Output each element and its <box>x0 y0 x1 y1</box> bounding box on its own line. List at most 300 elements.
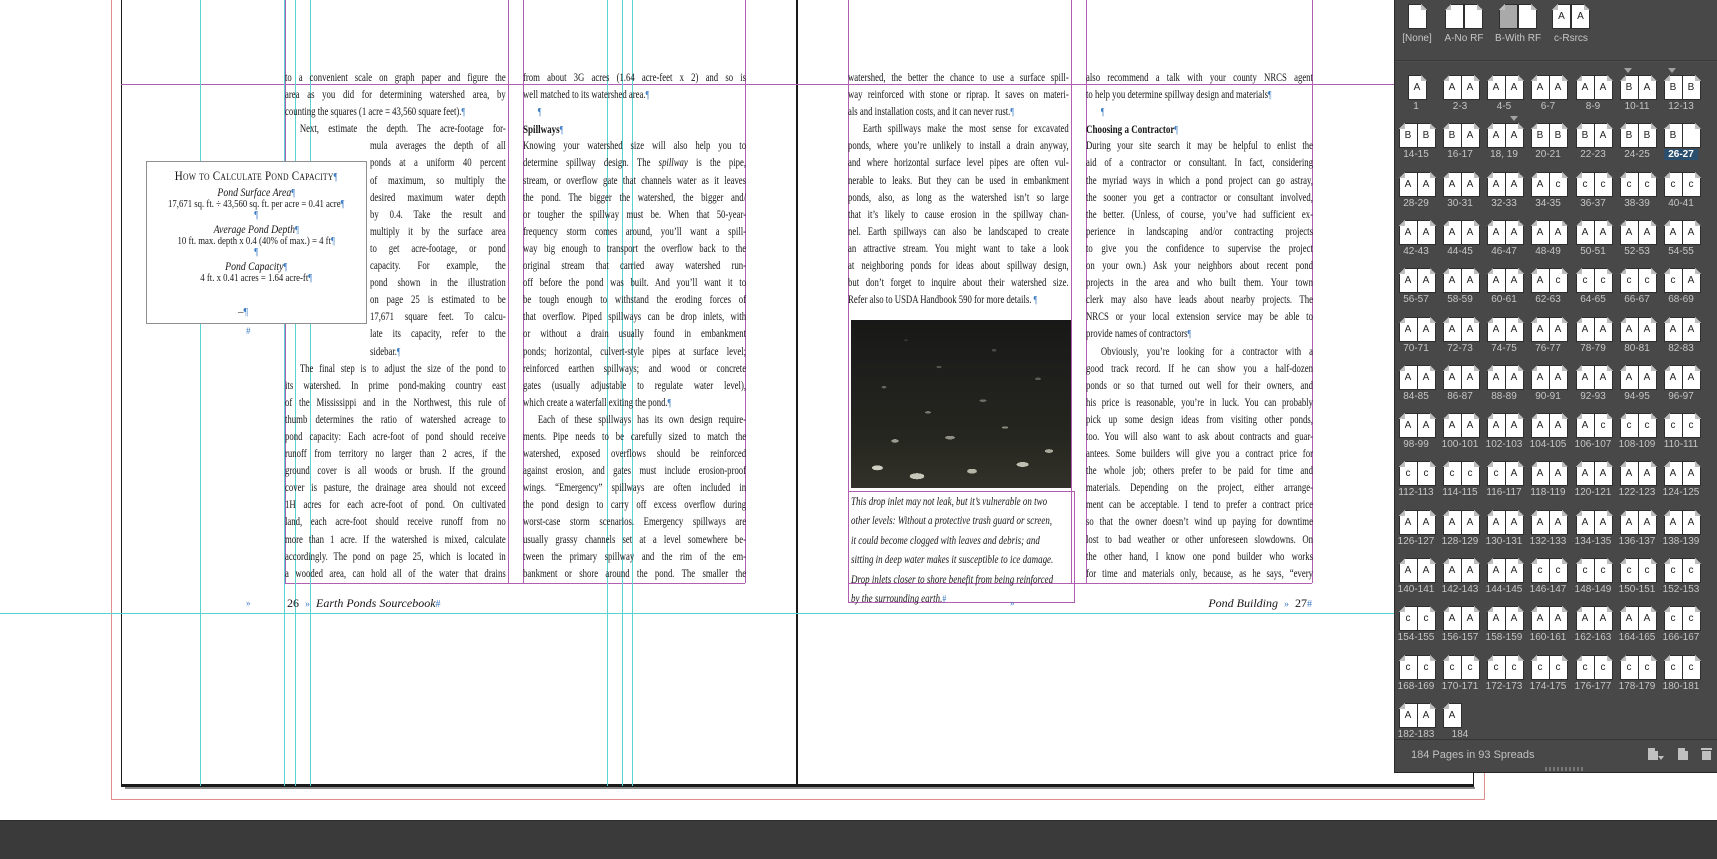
page-thumbnail[interactable]: A <box>1461 172 1480 197</box>
page-thumbnail[interactable]: c <box>1531 558 1550 583</box>
page-thumbnail[interactable]: A <box>1443 317 1462 342</box>
page-thumbnail[interactable]: A <box>1461 365 1480 390</box>
spread-label-26-27[interactable]: 26-27 <box>1664 149 1698 160</box>
spread-label-164-165[interactable]: 164-165 <box>1618 632 1656 644</box>
spread-label-1[interactable]: 1 <box>1413 101 1419 112</box>
spread-label-174-175[interactable]: 174-175 <box>1529 680 1567 692</box>
page-thumbnail[interactable]: A <box>1531 172 1550 197</box>
page-thumbnail[interactable]: A <box>1505 461 1524 486</box>
page-thumbnail[interactable]: c <box>1576 655 1595 680</box>
page-thumbnail[interactable]: A <box>1399 317 1418 342</box>
page-thumbnail[interactable]: c <box>1461 461 1480 486</box>
column-gap-l1-guide[interactable] <box>508 0 509 583</box>
page-thumbnail[interactable]: c <box>1664 172 1683 197</box>
spread-label-68-69[interactable]: 68-69 <box>1668 294 1694 306</box>
page-thumbnail[interactable] <box>1464 4 1483 29</box>
page-thumbnail[interactable]: c <box>1620 655 1639 680</box>
page-thumbnail[interactable]: A <box>1417 510 1436 535</box>
page-thumbnail[interactable]: A <box>1594 220 1613 245</box>
page-thumbnail[interactable]: A <box>1549 510 1568 535</box>
spread-label-138-139[interactable]: 138-139 <box>1662 535 1700 547</box>
page-thumbnail[interactable]: A <box>1399 268 1418 293</box>
page-thumbnail[interactable]: A <box>1505 268 1524 293</box>
spread-label-34-35[interactable]: 34-35 <box>1535 197 1561 209</box>
spread-label-124-125[interactable]: 124-125 <box>1662 487 1700 499</box>
spread-label-142-143[interactable]: 142-143 <box>1441 584 1479 595</box>
spread-label-172-173[interactable]: 172-173 <box>1485 680 1523 692</box>
spread-label-152-153[interactable]: 152-153 <box>1662 584 1700 595</box>
page-thumbnail[interactable]: A <box>1594 317 1613 342</box>
spread-label-82-83[interactable]: 82-83 <box>1668 342 1694 354</box>
spread-label-162-163[interactable]: 162-163 <box>1574 632 1612 644</box>
page-thumbnail[interactable]: c <box>1664 606 1683 631</box>
page-thumbnail[interactable]: A <box>1576 510 1595 535</box>
page-thumbnail[interactable]: c <box>1417 655 1436 680</box>
spread-label-32-33[interactable]: 32-33 <box>1491 197 1517 209</box>
page-thumbnail[interactable]: A <box>1549 75 1568 100</box>
spread-label-166-167[interactable]: 166-167 <box>1662 632 1700 644</box>
page-thumbnail[interactable]: A <box>1461 317 1480 342</box>
page-thumbnail[interactable]: c <box>1620 413 1639 438</box>
page-thumbnail[interactable]: A <box>1531 413 1550 438</box>
page-thumbnail[interactable]: c <box>1664 655 1683 680</box>
spread-label-108-109[interactable]: 108-109 <box>1618 439 1656 451</box>
photo-caption[interactable] <box>851 493 1071 609</box>
page-thumbnail[interactable]: A <box>1594 365 1613 390</box>
edit-page-size-icon[interactable] <box>1648 748 1658 760</box>
page-thumbnail[interactable]: B <box>1620 123 1639 148</box>
page-thumbnail[interactable]: A <box>1682 510 1701 535</box>
spread-label-98-99[interactable]: 98-99 <box>1403 439 1429 451</box>
page-thumbnail[interactable]: A <box>1682 317 1701 342</box>
page-thumbnail[interactable]: A <box>1443 558 1462 583</box>
page-thumbnail[interactable]: c <box>1638 558 1657 583</box>
page-thumbnail[interactable]: c <box>1664 268 1683 293</box>
page-thumbnail[interactable]: c <box>1620 558 1639 583</box>
page-thumbnail[interactable]: A <box>1505 558 1524 583</box>
page-thumbnail[interactable]: A <box>1417 220 1436 245</box>
spread-label-118-119[interactable]: 118-119 <box>1530 487 1566 499</box>
page-thumbnail[interactable]: A <box>1549 317 1568 342</box>
spread-label-46-47[interactable]: 46-47 <box>1491 245 1517 257</box>
spread-label-28-29[interactable]: 28-29 <box>1403 197 1429 209</box>
page-thumbnail[interactable]: c <box>1682 413 1701 438</box>
page-thumbnail[interactable]: A <box>1399 558 1418 583</box>
page-thumbnail[interactable]: A <box>1531 317 1550 342</box>
spread-label-78-79[interactable]: 78-79 <box>1580 342 1606 354</box>
spread-label-92-93[interactable]: 92-93 <box>1580 390 1606 402</box>
page-thumbnail[interactable]: A <box>1505 413 1524 438</box>
page-thumbnail[interactable]: A <box>1531 510 1550 535</box>
page-thumbnail[interactable]: A <box>1505 606 1524 631</box>
page-thumbnail[interactable]: c <box>1487 655 1506 680</box>
page-thumbnail[interactable]: B <box>1417 123 1436 148</box>
ruler-guide-footer-baseline[interactable] <box>0 613 1473 614</box>
master-page-item[interactable]: [None] <box>1402 33 1432 44</box>
spread-label-100-101[interactable]: 100-101 <box>1441 439 1479 451</box>
page-thumbnail[interactable]: A <box>1443 220 1462 245</box>
page-thumbnail[interactable]: A <box>1443 413 1462 438</box>
spread-label-180-181[interactable]: 180-181 <box>1662 680 1700 692</box>
spread-label-136-137[interactable]: 136-137 <box>1618 535 1656 547</box>
page-thumbnail[interactable]: c <box>1682 606 1701 631</box>
spread-label-70-71[interactable]: 70-71 <box>1403 342 1429 354</box>
spread-label-120-121[interactable]: 120-121 <box>1574 487 1612 499</box>
spread-label-102-103[interactable]: 102-103 <box>1485 439 1523 451</box>
spread-label-86-87[interactable]: 86-87 <box>1447 390 1473 402</box>
page-thumbnail[interactable]: A <box>1505 220 1524 245</box>
page-thumbnail[interactable]: c <box>1594 268 1613 293</box>
page-thumbnail[interactable]: B <box>1664 123 1683 148</box>
page-thumbnail[interactable]: c <box>1620 268 1639 293</box>
spread-label-12-13[interactable]: 12-13 <box>1668 101 1694 112</box>
page-thumbnail[interactable]: A <box>1487 606 1506 631</box>
spread-label-42-43[interactable]: 42-43 <box>1403 245 1429 257</box>
page-thumbnail[interactable]: A <box>1638 317 1657 342</box>
spread-label-126-127[interactable]: 126-127 <box>1397 535 1435 547</box>
page-thumbnail[interactable]: A <box>1576 413 1595 438</box>
spread-label-24-25[interactable]: 24-25 <box>1624 149 1650 161</box>
spread-label-40-41[interactable]: 40-41 <box>1668 197 1694 209</box>
page-thumbnail[interactable]: B <box>1531 123 1550 148</box>
page-thumbnail[interactable]: A <box>1549 220 1568 245</box>
page-thumbnail[interactable]: A <box>1620 317 1639 342</box>
page-thumbnail[interactable]: A <box>1461 220 1480 245</box>
page-thumbnail[interactable]: c <box>1594 655 1613 680</box>
spread-label-56-57[interactable]: 56-57 <box>1403 294 1429 306</box>
page-thumbnail[interactable]: A <box>1505 75 1524 100</box>
page-thumbnail[interactable]: c <box>1664 413 1683 438</box>
page-thumbnail[interactable]: A <box>1505 123 1524 148</box>
page-thumbnail[interactable]: A <box>1571 4 1590 29</box>
page-thumbnail[interactable]: A <box>1531 75 1550 100</box>
page-thumbnail[interactable]: A <box>1531 220 1550 245</box>
page-thumbnail[interactable]: A <box>1531 461 1550 486</box>
page-thumbnail[interactable]: A <box>1682 220 1701 245</box>
spread-label-114-115[interactable]: 114-115 <box>1442 487 1478 499</box>
page-thumbnail[interactable]: A <box>1487 365 1506 390</box>
page-thumbnail[interactable]: A <box>1487 268 1506 293</box>
spread-label-144-145[interactable]: 144-145 <box>1485 584 1523 595</box>
page-thumbnail[interactable]: c <box>1443 655 1462 680</box>
page-thumbnail[interactable]: B <box>1664 75 1683 100</box>
page-thumbnail[interactable]: A <box>1682 268 1701 293</box>
page-thumbnail[interactable]: c <box>1505 655 1524 680</box>
spread-label-110-111[interactable]: 110-111 <box>1663 439 1699 451</box>
spread-label-146-147[interactable]: 146-147 <box>1529 584 1567 595</box>
page-thumbnail[interactable]: c <box>1620 172 1639 197</box>
page-thumbnail[interactable]: c <box>1549 655 1568 680</box>
page-thumbnail[interactable]: A <box>1443 606 1462 631</box>
page-thumbnail[interactable]: A <box>1417 365 1436 390</box>
page-thumbnail[interactable]: A <box>1638 510 1657 535</box>
spread-label-116-117[interactable]: 116-117 <box>1486 487 1522 499</box>
page-thumbnail[interactable]: A <box>1664 510 1683 535</box>
page-thumbnail[interactable]: A <box>1552 4 1571 29</box>
page-thumbnail[interactable]: A <box>1417 413 1436 438</box>
pond-drop-inlet-photo[interactable] <box>851 320 1071 488</box>
page-thumbnail[interactable]: A <box>1620 510 1639 535</box>
page-thumbnail[interactable]: c <box>1664 558 1683 583</box>
delete-page-icon[interactable] <box>1701 748 1712 760</box>
spread-label-94-95[interactable]: 94-95 <box>1624 390 1650 402</box>
spread-label-148-149[interactable]: 148-149 <box>1574 584 1612 595</box>
frame-bottom-left-guide[interactable] <box>285 583 745 584</box>
page-thumbnail[interactable]: A <box>1399 703 1418 728</box>
spread-label-178-179[interactable]: 178-179 <box>1618 680 1656 692</box>
page-thumbnail[interactable]: c <box>1576 558 1595 583</box>
page-thumbnail[interactable]: A <box>1443 365 1462 390</box>
page-thumbnail[interactable]: A <box>1399 413 1418 438</box>
page-thumbnail[interactable]: A <box>1487 558 1506 583</box>
spread-label-44-45[interactable]: 44-45 <box>1447 245 1473 257</box>
spread-label-52-53[interactable]: 52-53 <box>1624 245 1650 257</box>
page-thumbnail[interactable]: A <box>1576 220 1595 245</box>
spread-label-72-73[interactable]: 72-73 <box>1447 342 1473 354</box>
spread-label-80-81[interactable]: 80-81 <box>1624 342 1650 354</box>
spread-label-60-61[interactable]: 60-61 <box>1491 294 1517 306</box>
bleed-guide-bottom[interactable] <box>111 799 1485 800</box>
page-thumbnail[interactable]: A <box>1638 606 1657 631</box>
page-thumbnail[interactable]: A <box>1576 365 1595 390</box>
spread-label-134-135[interactable]: 134-135 <box>1574 535 1612 547</box>
page-thumbnail[interactable]: A <box>1487 220 1506 245</box>
page-thumbnail[interactable]: A <box>1549 606 1568 631</box>
page-thumbnail[interactable]: A <box>1461 558 1480 583</box>
spread-label-96-97[interactable]: 96-97 <box>1668 390 1694 402</box>
spread-label-158-159[interactable]: 158-159 <box>1485 632 1523 644</box>
spread-label-156-157[interactable]: 156-157 <box>1441 632 1479 644</box>
page-thumbnail[interactable]: c <box>1638 268 1657 293</box>
page-thumbnail[interactable]: B <box>1549 123 1568 148</box>
spread-label-122-123[interactable]: 122-123 <box>1618 487 1656 499</box>
page-thumbnail[interactable]: A <box>1664 220 1683 245</box>
page-thumbnail[interactable]: A <box>1576 606 1595 631</box>
page-thumbnail[interactable]: A <box>1408 75 1427 100</box>
page-thumbnail[interactable]: A <box>1487 172 1506 197</box>
page-thumbnail[interactable]: A <box>1682 365 1701 390</box>
page-thumbnail[interactable]: B <box>1443 123 1462 148</box>
spread-label-90-91[interactable]: 90-91 <box>1535 390 1561 402</box>
page-thumbnail[interactable]: A <box>1487 75 1506 100</box>
spread-label-88-89[interactable]: 88-89 <box>1491 390 1517 402</box>
spread-label-14-15[interactable]: 14-15 <box>1403 149 1429 161</box>
spread-label-154-155[interactable]: 154-155 <box>1397 632 1435 644</box>
page-thumbnail[interactable]: c <box>1682 558 1701 583</box>
page-thumbnail[interactable]: A <box>1664 365 1683 390</box>
page-thumbnail[interactable]: A <box>1576 461 1595 486</box>
spread-label-84-85[interactable]: 84-85 <box>1403 390 1429 402</box>
page-thumbnail[interactable]: c <box>1682 655 1701 680</box>
page-thumbnail[interactable]: A <box>1664 317 1683 342</box>
page-thumbnail[interactable]: A <box>1620 220 1639 245</box>
spread-label-16-17[interactable]: 16-17 <box>1447 149 1473 161</box>
page-thumbnail[interactable]: A <box>1487 123 1506 148</box>
spread-label-128-129[interactable]: 128-129 <box>1441 535 1479 547</box>
page-thumbnail[interactable]: B <box>1638 123 1657 148</box>
page-thumbnail[interactable]: c <box>1487 461 1506 486</box>
spread-label-22-23[interactable]: 22-23 <box>1580 149 1606 161</box>
page-thumbnail[interactable]: A <box>1505 317 1524 342</box>
panel-resize-grip[interactable] <box>1545 767 1585 771</box>
spread-label-130-131[interactable]: 130-131 <box>1485 535 1523 547</box>
spread-label-62-63[interactable]: 62-63 <box>1535 294 1561 306</box>
master-page-item[interactable]: B-With RF <box>1494 33 1542 44</box>
master-page-item[interactable]: c-Rsrcs <box>1554 33 1588 44</box>
page-thumbnail[interactable]: A <box>1638 75 1657 100</box>
page-thumbnail[interactable]: A <box>1417 172 1436 197</box>
page-thumbnail[interactable]: c <box>1417 461 1436 486</box>
page-thumbnail[interactable]: c <box>1576 268 1595 293</box>
page-thumbnail[interactable]: A <box>1576 75 1595 100</box>
create-new-page-icon[interactable] <box>1678 748 1688 760</box>
page-thumbnail[interactable]: A <box>1443 75 1462 100</box>
page-thumbnail[interactable]: A <box>1549 365 1568 390</box>
spread-label-10-11[interactable]: 10-11 <box>1624 101 1650 112</box>
page-thumbnail[interactable]: A <box>1638 365 1657 390</box>
page-thumbnail[interactable]: A <box>1620 365 1639 390</box>
page-thumbnail[interactable]: A <box>1417 317 1436 342</box>
page-thumbnail[interactable]: A <box>1505 365 1524 390</box>
page-thumbnail[interactable]: A <box>1638 461 1657 486</box>
spread-label-64-65[interactable]: 64-65 <box>1580 294 1606 306</box>
page-thumbnail[interactable]: A <box>1594 510 1613 535</box>
page-thumbnail[interactable]: A <box>1505 172 1524 197</box>
page-thumbnail[interactable]: A <box>1531 365 1550 390</box>
spread-label-20-21[interactable]: 20-21 <box>1535 149 1561 161</box>
master-page-item[interactable]: A-No RF <box>1444 33 1484 44</box>
page-thumbnail[interactable]: A <box>1576 317 1595 342</box>
page-thumbnail[interactable]: c <box>1638 655 1657 680</box>
page-thumbnail[interactable]: A <box>1487 413 1506 438</box>
page-thumbnail[interactable]: B <box>1682 75 1701 100</box>
page-thumbnail[interactable]: c <box>1682 172 1701 197</box>
page-thumbnail[interactable]: A <box>1505 510 1524 535</box>
spread-label-76-77[interactable]: 76-77 <box>1535 342 1561 354</box>
spread-label-18-19[interactable]: 18, 19 <box>1490 149 1518 161</box>
page-thumbnail[interactable]: c <box>1576 172 1595 197</box>
left-page-footer[interactable]: 26 » Earth Ponds Sourcebook# <box>287 596 441 610</box>
page-thumbnail[interactable] <box>1445 4 1464 29</box>
spread-label-8-9[interactable]: 8-9 <box>1585 101 1601 112</box>
page-thumbnail[interactable]: A <box>1620 606 1639 631</box>
page-thumbnail[interactable]: A <box>1620 461 1639 486</box>
spread-label-48-49[interactable]: 48-49 <box>1535 245 1561 257</box>
page-thumbnail[interactable]: c <box>1638 172 1657 197</box>
page-thumbnail[interactable]: A <box>1461 123 1480 148</box>
page-thumbnail[interactable]: c <box>1399 606 1418 631</box>
spread-label-4-5[interactable]: 4-5 <box>1496 101 1512 112</box>
page-thumbnail[interactable]: c <box>1549 558 1568 583</box>
spread-label-106-107[interactable]: 106-107 <box>1574 439 1612 451</box>
page-thumbnail[interactable]: A <box>1682 461 1701 486</box>
page-thumbnail[interactable]: A <box>1664 461 1683 486</box>
page-thumbnail[interactable] <box>1499 4 1518 29</box>
spread-label-66-67[interactable]: 66-67 <box>1624 294 1650 306</box>
page-thumbnail[interactable]: A <box>1443 268 1462 293</box>
page-thumbnail[interactable]: A <box>1461 413 1480 438</box>
page-thumbnail[interactable]: A <box>1461 510 1480 535</box>
page-thumbnail[interactable]: c <box>1594 558 1613 583</box>
page-thumbnail[interactable]: A <box>1399 365 1418 390</box>
page-thumbnail[interactable]: A <box>1399 220 1418 245</box>
page-thumbnail[interactable]: A <box>1487 510 1506 535</box>
page-thumbnail[interactable]: c <box>1531 655 1550 680</box>
page-thumbnail[interactable]: B <box>1620 75 1639 100</box>
page-thumbnail[interactable]: c <box>1417 606 1436 631</box>
spread-label-176-177[interactable]: 176-177 <box>1574 680 1612 692</box>
spread-label-38-39[interactable]: 38-39 <box>1624 197 1650 209</box>
page-thumbnail[interactable]: c <box>1594 172 1613 197</box>
page-thumbnail[interactable]: A <box>1531 268 1550 293</box>
page-thumbnail[interactable]: c <box>1549 172 1568 197</box>
left-page-column-1[interactable] <box>285 70 506 583</box>
spread-label-184[interactable]: 184 <box>1451 728 1469 740</box>
spread-label-54-55[interactable]: 54-55 <box>1668 245 1694 257</box>
page-thumbnail[interactable]: A <box>1594 75 1613 100</box>
spread-label-104-105[interactable]: 104-105 <box>1529 439 1567 451</box>
page-thumbnail[interactable]: A <box>1594 123 1613 148</box>
spread-label-6-7[interactable]: 6-7 <box>1540 101 1556 112</box>
spread-label-160-161[interactable]: 160-161 <box>1529 632 1567 644</box>
page-thumbnail[interactable]: A <box>1549 413 1568 438</box>
spread-label-150-151[interactable]: 150-151 <box>1618 584 1656 595</box>
page-thumbnail[interactable]: A <box>1443 703 1462 728</box>
spread-label-2-3[interactable]: 2-3 <box>1452 101 1468 112</box>
page-thumbnail[interactable]: A <box>1461 268 1480 293</box>
page-thumbnail[interactable]: c <box>1638 413 1657 438</box>
right-page-column-1[interactable] <box>848 70 1069 309</box>
page-thumbnail[interactable]: A <box>1399 510 1418 535</box>
page-thumbnail[interactable]: A <box>1461 606 1480 631</box>
page-thumbnail[interactable]: B <box>1399 123 1418 148</box>
page-thumbnail[interactable]: A <box>1594 461 1613 486</box>
page-thumbnail[interactable]: c <box>1443 461 1462 486</box>
spread-label-140-141[interactable]: 140-141 <box>1397 584 1435 595</box>
right-page-footer[interactable]: Pond Building » 27# <box>1208 596 1312 610</box>
left-page-column-2[interactable] <box>523 70 746 583</box>
spread-label-36-37[interactable]: 36-37 <box>1580 197 1606 209</box>
spread-label-112-113[interactable]: 112-113 <box>1398 487 1434 499</box>
page-thumbnail[interactable] <box>1518 4 1537 29</box>
spread-label-30-31[interactable]: 30-31 <box>1447 197 1473 209</box>
page-thumbnail[interactable]: A <box>1487 317 1506 342</box>
page-thumbnail[interactable]: c <box>1399 461 1418 486</box>
page-thumbnail[interactable]: A <box>1443 510 1462 535</box>
page-thumbnail[interactable]: A <box>1594 606 1613 631</box>
spread-label-74-75[interactable]: 74-75 <box>1491 342 1517 354</box>
page-thumbnail[interactable]: A <box>1399 172 1418 197</box>
spread-label-182-183[interactable]: 182-183 <box>1397 728 1435 740</box>
page-thumbnail[interactable] <box>1682 123 1701 148</box>
page-thumbnail[interactable]: A <box>1461 75 1480 100</box>
right-page-column-2[interactable] <box>1086 70 1313 583</box>
page-thumbnail[interactable] <box>1408 4 1427 29</box>
page-thumbnail[interactable]: A <box>1531 606 1550 631</box>
spread-label-50-51[interactable]: 50-51 <box>1580 245 1606 257</box>
spread-label-170-171[interactable]: 170-171 <box>1441 680 1479 692</box>
spread-label-132-133[interactable]: 132-133 <box>1529 535 1567 547</box>
page-thumbnail[interactable]: A <box>1443 172 1462 197</box>
spread-label-168-169[interactable]: 168-169 <box>1397 680 1435 692</box>
page-thumbnail[interactable]: B <box>1576 123 1595 148</box>
page-thumbnail[interactable]: A <box>1549 461 1568 486</box>
spread-label-58-59[interactable]: 58-59 <box>1447 294 1473 306</box>
page-thumbnail[interactable]: A <box>1417 558 1436 583</box>
page-thumbnail[interactable]: c <box>1461 655 1480 680</box>
page-thumbnail[interactable]: c <box>1549 268 1568 293</box>
page-thumbnail[interactable]: A <box>1417 703 1436 728</box>
